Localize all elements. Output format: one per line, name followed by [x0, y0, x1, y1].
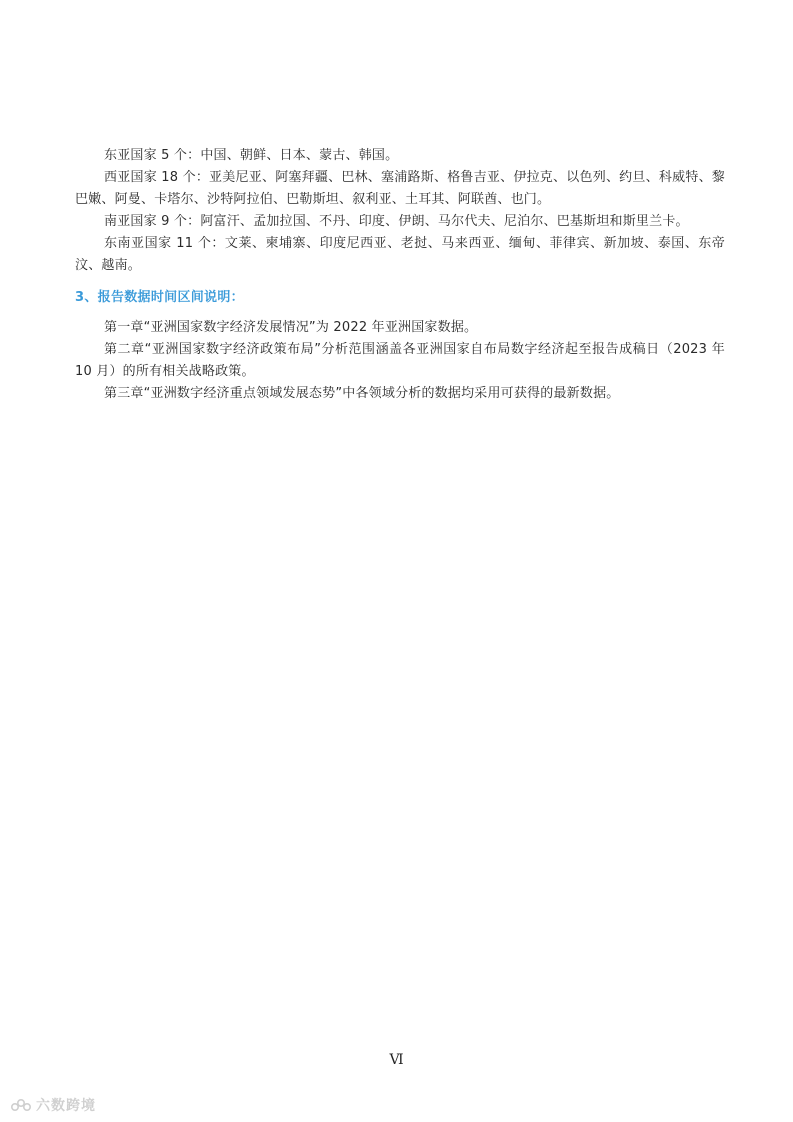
watermark	[10, 1094, 96, 1116]
chapter-3-note: 第三章“亚洲数字经济重点领域发展态势”中各领域分析的数据均采用可获得的最新数据。	[104, 386, 620, 401]
page-number: Ⅵ	[389, 1052, 404, 1068]
region-east-asia: 东亚国家 5 个：中国、朝鲜、日本、蒙古、韩国。	[104, 148, 399, 163]
region-west-asia: 西亚国家 18 个：亚美尼亚、阿塞拜疆、巴林、塞浦路斯、格鲁吉亚、伊拉克、以色列、约旦、科威特、黎巴嫩、阿曼、卡塔尔、沙特阿拉伯、巴勒斯坦、叙利亚、土耳其、阿联酋、也门。	[75, 170, 725, 207]
brand-logo-icon	[10, 1096, 32, 1114]
section-heading-data-period: 3、报告数据时间区间说明：	[75, 290, 244, 305]
watermark-text: 六数跨境	[36, 1098, 96, 1114]
chapter-1-note: 第一章“亚洲国家数字经济发展情况”为 2022 年亚洲国家数据。	[104, 320, 478, 335]
document-body	[75, 145, 725, 405]
region-southeast-asia: 东南亚国家 11 个：文莱、柬埔寨、印度尼西亚、老挝、马来西亚、缅甸、菲律宾、新加坡、泰国、东帝汶、越南。	[75, 236, 725, 273]
region-south-asia: 南亚国家 9 个：阿富汗、孟加拉国、不丹、印度、伊朗、马尔代夫、尼泊尔、巴基斯坦和斯里兰卡。	[104, 214, 689, 229]
chapter-2-note: 第二章“亚洲国家数字经济政策布局”分析范围涵盖各亚洲国家自布局数字经济起至报告成稿日（2023 年 10 月）的所有相关战略政策。	[75, 342, 725, 379]
